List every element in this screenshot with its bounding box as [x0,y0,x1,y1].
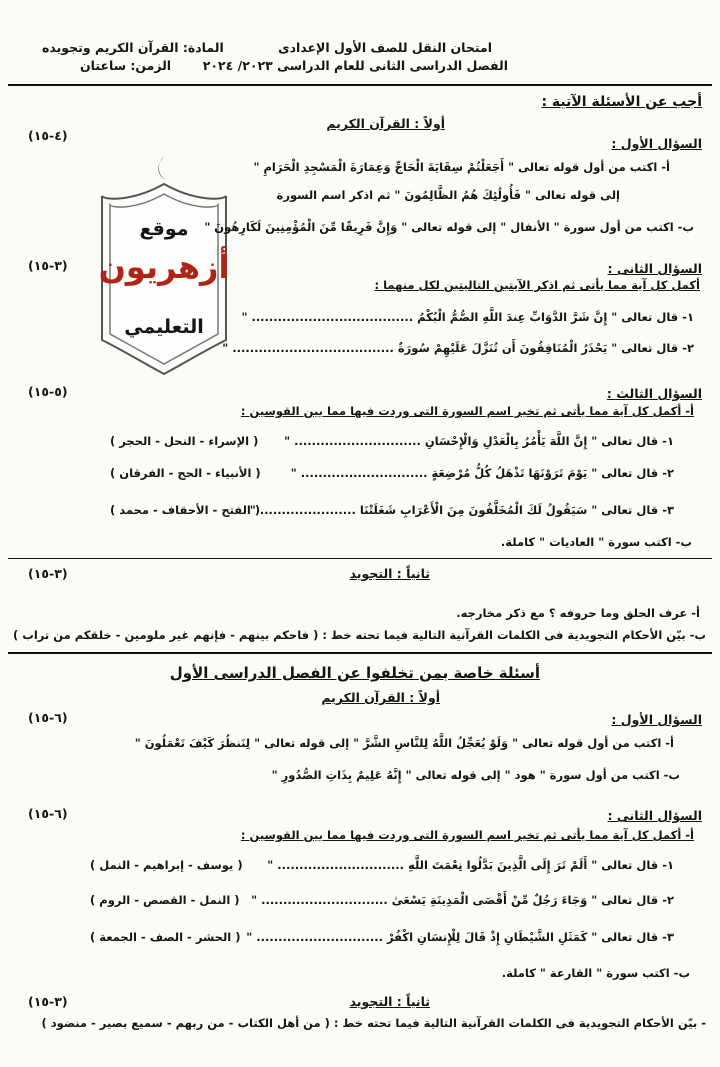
time-label: الزمن: ساعتان [80,58,172,73]
q3-b-line: ب- اكتب سورة " العاديات " كاملة. [500,535,692,549]
section-quran-1: أولاً : القرآن الكريم [326,116,445,131]
exam-title: امتحان النقل للصف الأول الإعدادى [278,40,492,55]
q2-title: السؤال الثانى : [607,261,702,276]
section-quran-2: أولاً : القرآن الكريم [321,690,440,705]
term-line: الفصل الدراسى الثانى للعام الدراسى ٢٠٢٣/ ٢٠٢٤ [202,58,508,73]
p2-q1-a-line: أ- اكتب من أول قوله تعالى " وَلَوْ يُعَجِّلُ اللَّهُ لِلنَّاسِ الشَّرَّ " إلى قوله تعالى " لِنَنظُرَ كَيْفَ تَعْمَلُونَ " [134,736,674,750]
q3-line3: ٣- قال تعالى " سَيَقُولُ لَكَ الْمُخَلَّفُونَ مِنَ الْأَعْرَابِ شَغَلَتْنَا ...................... " [249,503,674,517]
section-divider-1 [8,558,712,559]
tajweed-a-line: أ- عرف الحلق وما حروفه ؟ مع ذكر مخارجه. [456,606,700,620]
subject-label: المادة: القرآن الكريم وتجويده [42,40,224,55]
q2-instr: أكمل كل آية مما يأتى ثم اذكر الآيتين التاليتين لكل منهما : [374,278,700,292]
q1-a-line1: أ- اكتب من أول قوله تعالى " أَجَعَلْتُمْ سِقَايَةَ الْحَاجِّ وَعِمَارَةَ الْمَسْجِدِ الْحَرَامِ " [253,160,670,174]
p2-q2-b-line: ب- اكتب سورة " القارعة " كاملة. [501,966,690,980]
watermark-word-site: موقع [139,218,189,240]
q1-title: السؤال الأول : [611,136,702,151]
q3-instr: أ- أكمل كل آية مما يأتى ثم تخير اسم السورة التى وردت فيها مما بين القوسين : [240,404,694,418]
header-divider [8,84,712,86]
watermark-word-name: أزهريون [98,248,230,286]
p2-q2-line2: ٢- قال تعالى " وَجَاءَ رَجُلٌ مِّنْ أَقْصَى الْمَدِينَةِ يَسْعَىٰ ............................. " [251,893,674,907]
tajweed-b-line: ب- بيّن الأحكام التجويدية فى الكلمات القرآنية التالية فيما تحته خط : ( فاحكم بينهم - فإنهم غير ملومين - خلقكم من تراب ) [13,628,706,642]
tajweed-line-2: - بيّن الأحكام التجويدية فى الكلمات القرآنية التالية فيما تحته خط : ( من أهل الكتاب - من ربهم - سميع بصير - منضود ) [41,1016,706,1030]
q2-line2: ٢- قال تعالى " يَحْذَرُ الْمُنَافِقُونَ أَن تُنَزَّلَ عَلَيْهِمْ سُورَةٌ ..................................... " [222,341,694,355]
q3-options3: ( الفتح - الأحقاف - محمد ) [110,503,261,517]
p2-q2-options1: ( يوسف - إبراهيم - النمل ) [90,858,243,872]
p2-q2-options2: ( النمل - القصص - الروم ) [90,893,240,907]
p2-q2-line3: ٣- قال تعالى " كَمَثَلِ الشَّيْطَانِ إِذْ قَالَ لِلْإِنسَانِ اكْفُرْ ............................. " [246,930,674,944]
q2-marks: (٣-١٥) [28,258,68,273]
p2-q1-title: السؤال الأول : [611,712,702,727]
q3-options1: ( الإسراء - النحل - الحجر ) [110,434,259,448]
q3-marks: (٥-١٥) [28,384,68,399]
watermark-word-edu: التعليمي [124,316,204,338]
tajweed-title-2: ثانياً : التجويد [349,994,430,1009]
q2-line1: ١- قال تعالى " إِنَّ شَرَّ الدَّوَابِّ عِندَ اللَّهِ الصُّمُّ الْبُكْمُ ..................................... " [241,310,694,324]
part-divider [8,652,712,654]
tajweed-title-1: ثانياً : التجويد [349,566,430,581]
p2-q2-line1: ١- قال تعالى " أَلَمْ تَرَ إِلَى الَّذِينَ بَدَّلُوا نِعْمَتَ اللَّهِ ............................. " [267,858,674,872]
q3-title: السؤال الثالث : [606,386,702,401]
p2-q2-title: السؤال الثانى : [607,808,702,823]
p2-q2-marks: (٦-١٥) [28,806,68,821]
q1-b-line: ب- اكتب من أول سورة " الأنفال " إلى قوله تعالى " وَإِنَّ فَرِيقًا مِّنَ الْمُؤْمِنِينَ لَكَارِهُونَ " [204,220,694,234]
p2-q2-options3: ( الحشر - الصف - الجمعة ) [90,930,241,944]
part2-heading: أسئلة خاصة بمن تخلفوا عن الفصل الدراسى الأول [169,664,540,682]
q1-marks: (٤-١٥) [28,128,68,143]
instructions: أجب عن الأسئلة الآتية : [541,94,702,110]
q3-line2: ٢- قال تعالى " يَوْمَ تَرَوْنَهَا تَذْهَلُ كُلُّ مُرْضِعَةٍ ............................. " [290,466,674,480]
q3-options2: ( الأنبياء - الحج - الفرقان ) [110,466,261,480]
tajweed-marks-1: (٣-١٥) [28,566,68,581]
q1-a-line2: إلى قوله تعالى " فَأُولَٰئِكَ هُمُ الظَّالِمُونَ " ثم اذكر اسم السورة [276,188,620,202]
p2-q1-marks: (٦-١٥) [28,710,68,725]
p2-q1-b-line: ب- اكتب من أول سورة " هود " إلى قوله تعالى " إِنَّهُ عَلِيمٌ بِذَاتِ الصُّدُورِ " [271,768,680,782]
q3-line1: ١- قال تعالى " إِنَّ اللَّهَ يَأْمُرُ بِالْعَدْلِ وَالْإِحْسَانِ ............................. " [284,434,674,448]
p2-q2-instr: أ- أكمل كل آية مما يأتى ثم تخير اسم السورة التى وردت فيها مما بين القوسين : [240,828,694,842]
tajweed-marks-2: (٣-١٥) [28,994,68,1009]
site-watermark [96,150,232,378]
